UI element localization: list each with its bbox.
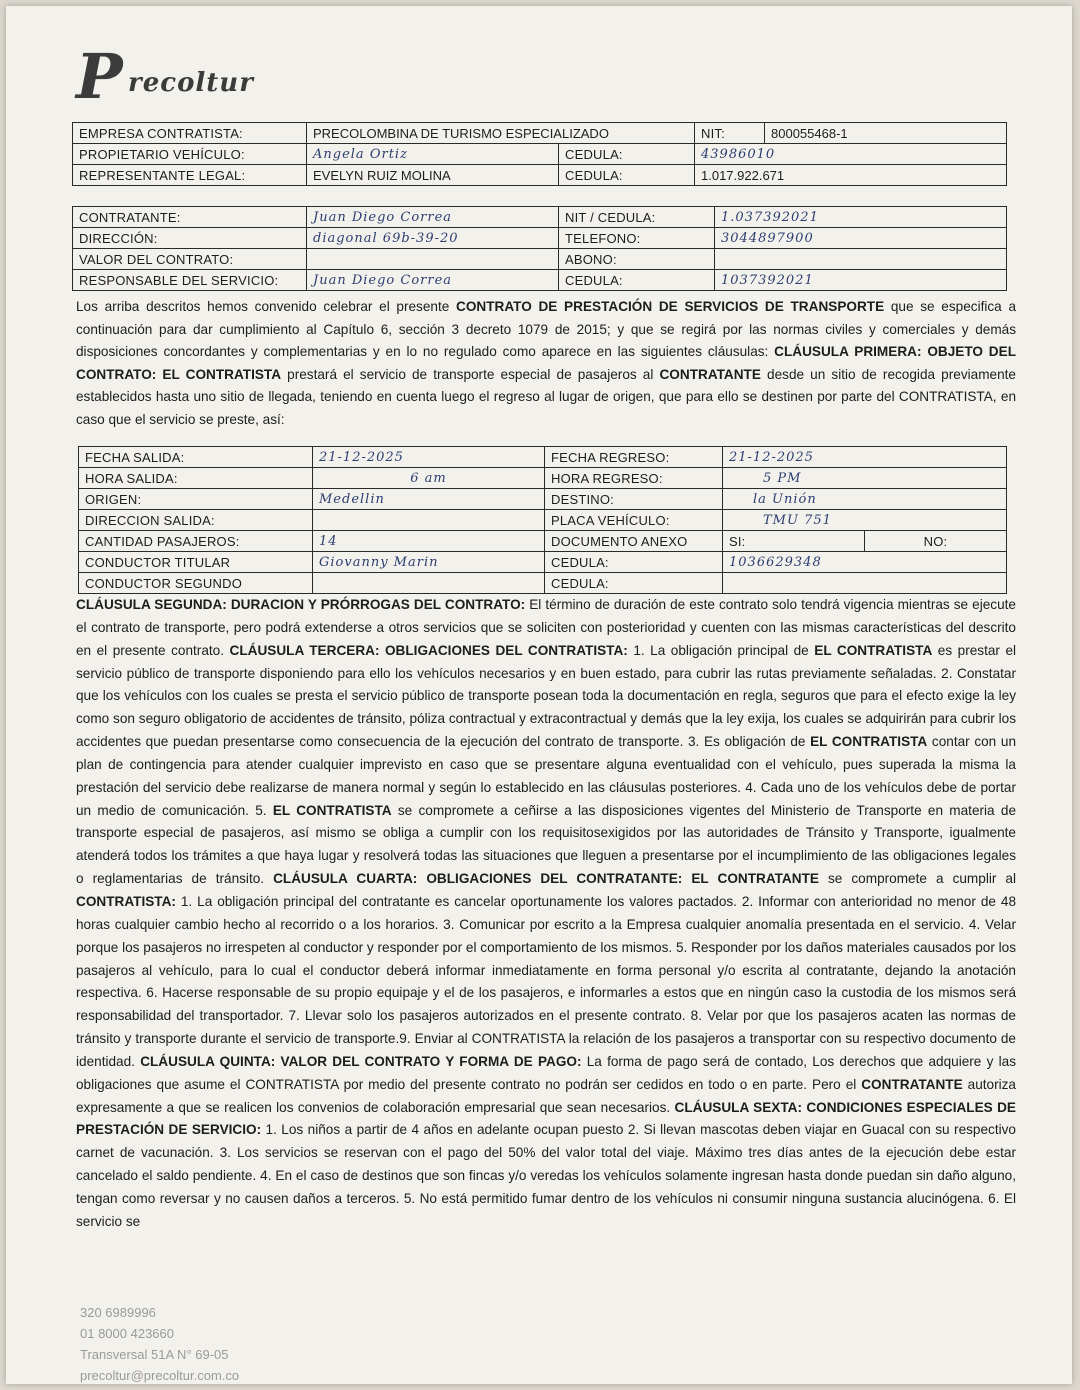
clause-4-text-a: se compromete a cumplir al [818,871,1016,887]
origen-value: Medellin [313,489,545,510]
trip-table [78,446,1007,594]
pasajeros-value: 14 [313,531,545,552]
destino-label: DESTINO: [545,489,723,510]
direccion-value: diagonal 69b-39-20 [307,228,559,249]
clause-4-text-b: 1. La obligación principal del contratante es cancelar oportunamente los valores pactados. 2. Informar con anterioridad no menor de 48 horas cualquier cambio hecho al recorrido o a los horarios. 3. Comunicar por escrito a la Empresa cualquier anomalía presentada en el servicio. 4. Velar porque los pasajeros no irrespeten al conductor y responder por el comportamiento de los mismos. 5. Responder por los daños materiales causados por los pasajeros al vehículo, para lo cual el conductor deberá informar inmediatamente en forma personal y/o escrita al contratante, dejando la anotación respectiva. 6. Hacerse responsable de su propio equipaje y el de los pasajeros, e informarles a estos que en ningún caso la custodia de los mismos será responsabilidad del transportador. 7. Llevar solo los pasajeros autorizados en el presente contrato. 8. Velar por que los pasajeros acaten las normas de tránsito y transporte durante el servicio de transporte.9. Enviar al CONTRATISTA la relación de los pasajeros a transportar con su respectivo documento de identidad. [76,893,1016,1069]
nit-value: 800055468-1 [765,123,1007,144]
el-contratista-3: EL CONTRATISTA [272,802,392,818]
contratante-bold-2: CONTRATANTE [861,1076,963,1092]
clause-4-heading: CLÁUSULA CUARTA: OBLIGACIONES DEL CONTRATANTE: EL CONTRATANTE [273,871,819,887]
cedula-representante-label: CEDULA: [559,165,695,186]
clause-3-heading: CLÁUSULA TERCERA: OBLIGACIONES DEL CONTRATISTA: [229,642,628,658]
cedula-propietario-value: 43986010 [695,144,1007,165]
empresa-value: PRECOLOMBINA DE TURISMO ESPECIALIZADO [307,123,695,144]
clause-5-text-a: La forma de pago será de contado, Los derechos que adquiere y las obligaciones que asume el CONTRATISTA por medio del presente contrato no podrán ser cedidos en todo o en parte. Pero el [76,1053,1016,1092]
hora-regreso-value: 5 PM [723,468,1007,489]
telefono-label: TELEFONO: [559,228,715,249]
cedula-responsable-label: CEDULA: [559,270,715,291]
hora-salida-value: 6 am [313,468,545,489]
placa-value: TMU 751 [723,510,1007,531]
clause-3-text-b: es prestar el servicio público de transporte disponiendo para ello los vehículos necesarios y en buen estado, para cubrir las rutas previamente señaladas. 2. Constatar que los vehículos con los cuales se presta el servicio público de transporte posean toda la documentación en regla, seguros que para el efecto exige la ley como son seguro obligatorio de accidentes de tránsito, póliza contractual y extracontractual y demás que la ley exija, los cuales se adquirirán para cubrir los accidentes que puedan presentarse como consecuencia de la ejecución del contrato de transporte. 3. Es obligación de [76,642,1017,750]
clause-2-heading: CLÁUSULA SEGUNDA: DURACION Y PRÓRROGAS DEL CONTRATO: [76,597,526,612]
direccion-salida-label: DIRECCION SALIDA: [79,510,313,531]
hora-salida-label: HORA SALIDA: [79,468,313,489]
placa-label: PLACA VEHÍCULO: [545,510,723,531]
intro-text-2: que se especifica a continuación para dar cumplimiento al Capítulo 6, sección 3 decreto 1079 de 2015; y que se regirá por las normas civiles y comerciales y demás disposiciones concordantes y complementarias y en lo no regulado como aparece en las siguientes cláusulas: [76,299,1017,360]
si-label: SI: [723,531,865,552]
clause-3-text-c: contar con un plan de contingencia para atender cualquier imprevisto en caso que se presentare alguna eventualidad con el vehículo, pues superada la misma la prestación del servicio debe realizarse de manera normal y según lo establecido en las cláusulas posteriores. 4. Cada uno de los vehículos debe de portar un medio de comunicación. 5. [76,734,1017,818]
cedula-conductor2-value [723,573,1007,594]
clauses-body [76,594,1016,1234]
cedula-conductor-label: CEDULA: [545,552,723,573]
valor-contrato-value [307,249,559,270]
contratante-bold: CONTRATANTE [659,366,761,382]
fecha-salida-value: 21-12-2025 [313,447,545,468]
clause-1-heading: CLÁUSULA PRIMERA: OBJETO DEL CONTRATO: EL CONTRATISTA [76,344,1016,382]
clause-2-text: El término de duración de este contrato solo tendrá vigencia mientras se ejecute el contrato de transporte, pero podrá extenderse a otros servicios que se soliciten con posterioridad y cuenten con las mismas características del descrito en el presente contrato. [76,597,1016,658]
direccion-salida-value [313,510,545,531]
propietario-value: Angela Ortiz [307,144,559,165]
clause-6-text: 1. Los niños a partir de 4 años en adelante ocupan puesto 2. Si llevan mascotas deben viajar en Guacal con su respectivo carnet de vacunación. 3. Los servicios se reservan con el pago del 50% del valor total del viaje. Máximo tres días antes de la ejecución debe estar cancelado el saldo pendiente. 4. En el caso de destinos que son fincas y/o veredas los vehículos solamente ingresan hasta donde puedan sin daño alguno, tengan como reversar y no causen daños a terceros. 5. No está permitido fumar dentro de los vehículos ni consumir ninguna sustancia alucinógena. 6. El servicio se [76,1122,1016,1229]
clause-5-heading: CLÁUSULA QUINTA: VALOR DEL CONTRATO Y FORMA DE PAGO: [140,1053,582,1069]
cedula-conductor2-label: CEDULA: [545,573,723,594]
cedula-representante-value: 1.017.922.671 [695,165,1007,186]
contract-page [6,6,1072,1384]
clause-5-text-b: autoriza expresamente a que se realicen los convenios de colaboración empresarial que sean necesarios. [76,1076,1016,1115]
representante-label: REPRESENTANTE LEGAL: [73,165,307,186]
company-logo: P recoltur [76,40,254,113]
responsable-value: Juan Diego Correa [307,270,559,291]
pasajeros-label: CANTIDAD PASAJEROS: [79,531,313,552]
fecha-salida-label: FECHA SALIDA: [79,447,313,468]
conductor-titular-value: Giovanny Marin [313,552,545,573]
telefono-value: 3044897900 [715,228,1007,249]
responsable-label: RESPONSABLE DEL SERVICIO: [73,270,307,291]
contratante-value: Juan Diego Correa [307,207,559,228]
nit-cedula-value: 1.037392021 [715,207,1007,228]
conductor-segundo-value [313,573,545,594]
footer-contact [80,1302,239,1384]
nit-label: NIT: [695,123,765,144]
fecha-regreso-label: FECHA REGRESO: [545,447,723,468]
valor-contrato-label: VALOR DEL CONTRATO: [73,249,307,270]
intro-text-1: Los arriba descritos hemos convenido celebrar el presente [76,299,457,314]
el-contratista-1: EL CONTRATISTA [814,642,933,658]
contratista-bold: CONTRATISTA: [76,893,176,909]
contratante-label: CONTRATANTE: [73,207,307,228]
intro-paragraph [76,296,1016,432]
footer-phone-2: 01 8000 423660 [80,1326,174,1341]
propietario-label: PROPIETARIO VEHÍCULO: [73,144,307,165]
hora-regreso-label: HORA REGRESO: [545,468,723,489]
el-contratista-2: EL CONTRATISTA [810,734,928,750]
empresa-label: EMPRESA CONTRATISTA: [73,123,307,144]
intro-text-3: prestará el servicio de transporte especial de pasajeros al [281,366,660,382]
cedula-propietario-label: CEDULA: [559,144,695,165]
direccion-label: DIRECCIÓN: [73,228,307,249]
contratante-table [72,206,1007,291]
destino-value: la Unión [723,489,1007,510]
fecha-regreso-value: 21-12-2025 [723,447,1007,468]
abono-label: ABONO: [559,249,715,270]
footer-email: precoltur@precoltur.com.co [80,1368,240,1383]
conductor-segundo-label: CONDUCTOR SEGUNDO [79,573,313,594]
abono-value [715,249,1007,270]
conductor-titular-label: CONDUCTOR TITULAR [79,552,313,573]
representante-value: EVELYN RUIZ MOLINA [307,165,559,186]
nit-cedula-label: NIT / CEDULA: [559,207,715,228]
no-label: NO: [865,531,1007,552]
company-table [72,122,1007,186]
clause-3-text-a: 1. La obligación principal de [627,642,815,658]
clause-3-text-d: se compromete a ceñirse a las disposiciones vigentes del Ministerio de Transporte en materia de transporte especial de pasajeros, así mismo se obliga a cumplir con los requisitosexigidos por las autoridades de Tránsito y Transporte, igualmente atenderá todos los trámites a que haya lugar y resolverá todas las situaciones que lleguen a presentarse por el incumplimiento de las obligaciones legales o reglamentarias de tránsito. [76,802,1017,887]
footer-phone-1: 320 6989996 [80,1305,156,1320]
contract-title: CONTRATO DE PRESTACIÓN DE SERVICIOS DE TRANSPORTE [456,299,885,314]
cedula-conductor-value: 1036629348 [723,552,1007,573]
footer-address: Transversal 51A N° 69-05 [80,1347,229,1362]
clause-6-heading: CLÁUSULA SEXTA: CONDICIONES ESPECIALES DE PRESTACIÓN DE SERVICIO: [76,1099,1016,1138]
cedula-responsable-value: 1037392021 [715,270,1007,291]
documento-anexo-label: DOCUMENTO ANEXO [545,531,723,552]
origen-label: ORIGEN: [79,489,313,510]
intro-text-4: desde un sitio de recogida previamente establecidos hasta uno sitio de llegada, teniendo en cuenta luego el regreso al lugar de origen, que para ello se destinen por parte del CONTRATISTA, en caso que el servicio se preste, así: [76,366,1016,427]
